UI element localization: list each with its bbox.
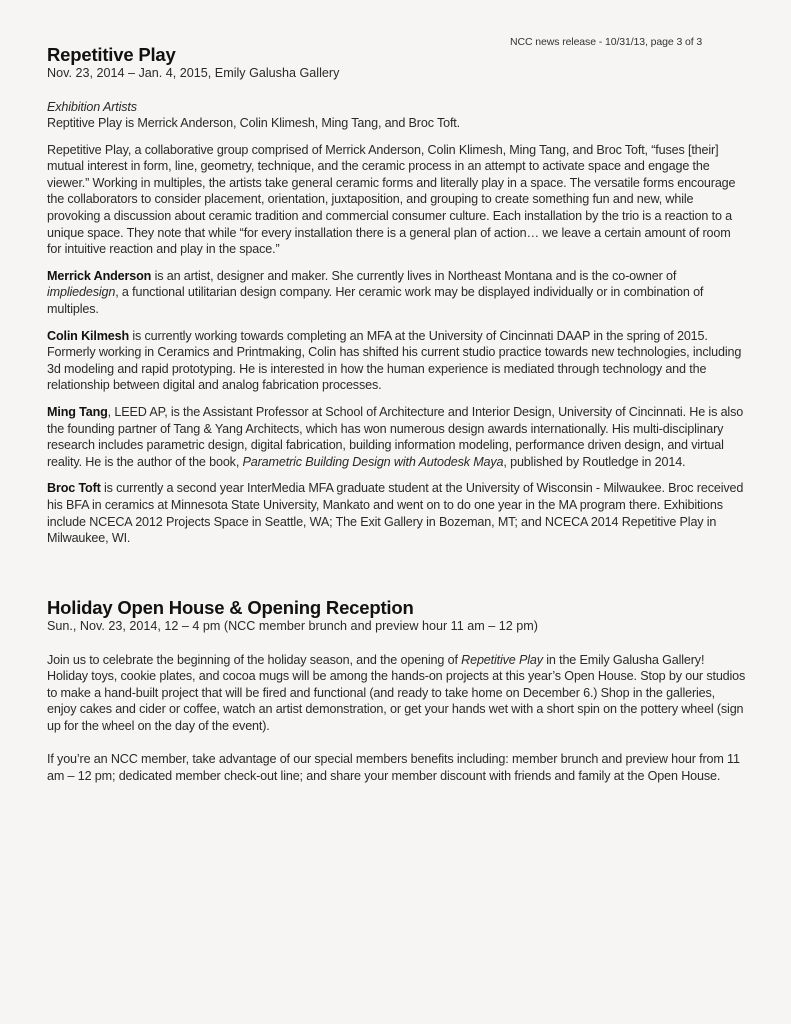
open-house-section bbox=[47, 598, 747, 785]
description-text: Join us to celebrate the beginning of the holiday season, and the opening of bbox=[47, 652, 462, 667]
bio-name: Broc Toft bbox=[47, 481, 101, 496]
artists-label: Exhibition Artists bbox=[47, 99, 137, 114]
artists-line: Reptitive Play is Merrick Anderson, Colin Klimesh, Ming Tang, and Broc Toft. bbox=[47, 116, 461, 131]
bio-name: Ming Tang bbox=[47, 405, 108, 419]
page-header-note: NCC news release - 10/31/13, page 3 of 3 bbox=[510, 36, 703, 48]
bio-broc-toft bbox=[47, 480, 747, 546]
exhibition-title: Repetitive Play bbox=[47, 44, 176, 65]
book-title: Parametric Building Design with Autodesk Maya bbox=[242, 454, 504, 469]
bio-colin-kilmesh bbox=[47, 328, 747, 394]
open-house-title: Holiday Open House & Opening Reception bbox=[47, 597, 414, 618]
bio-text: is currently working towards completing an MFA at the University of Cincinnati DAAP in the spring of 2015. Formerly working in Ceramics and Printmaking, Colin has shifted his current studio practice towards new technologies, including 3d modeling and rapid prototyping. He is interested in how the human experience is mediated through technology and the relationship between digital and analog fabrication processes. bbox=[47, 328, 742, 393]
bio-text: , LEED AP, is the Assistant Professor at School of Architecture and Interior Design, University of Cincinnati. He is also the founding partner of Tang & Yang Architects, which has won numerous design awards internationally. His multi-disciplinary research includes parametric design, digital fabrication, building information modeling, performance driven design, and virtual reality. He is the author of the book, bbox=[47, 405, 744, 469]
bio-merrick-anderson bbox=[47, 268, 747, 318]
bio-text: , a functional utilitarian design company. Her ceramic work may be displayed individually or in combination of multiples. bbox=[47, 285, 704, 317]
bio-ming-tang bbox=[47, 404, 747, 470]
company-name: impliedesign bbox=[47, 285, 116, 300]
bio-name: Merrick Anderson bbox=[47, 268, 152, 283]
open-house-description bbox=[47, 652, 747, 735]
exhibition-section bbox=[47, 45, 747, 547]
member-benefits: If you’re an NCC member, take advantage of our special members benefits including: member brunch and preview hour from 11 am – 12 pm; dedicated member check-out line; and share your member discount with friends and family at the Open House. bbox=[47, 752, 740, 784]
exhibition-title-ref: Repetitive Play bbox=[461, 652, 543, 667]
open-house-datetime: Sun., Nov. 23, 2014, 12 – 4 pm (NCC member brunch and preview hour 11 am – 12 pm) bbox=[47, 619, 538, 633]
bio-text: is an artist, designer and maker. She currently lives in Northeast Montana and is the co-owner of bbox=[151, 268, 677, 283]
exhibition-dates-location: Nov. 23, 2014 – Jan. 4, 2015, Emily Galusha Gallery bbox=[47, 66, 340, 80]
exhibition-description: Repetitive Play, a collaborative group comprised of Merrick Anderson, Colin Klimesh, Ming Tang, and Broc Toft, “fuses [their] mutual interest in form, line, geometry, technique, and the ceramic process in an attempt to activate space and engage the viewer.” Working in multiples, the artists take general ceramic forms and literally play in a space. The versatile forms encourage the collaborators to consider placement, orientation, juxtaposition, and grouping to create something fun and new, while provoking a discussion about ceramic tradition and commercial consumer culture. Each installation by the trio is a reaction to a unique space. They note that while “for every installation there is a general plan of action… we leave a certain amount of room for intuitive reaction and play in the space.” bbox=[47, 142, 736, 257]
bio-text: , published by Routledge in 2014. bbox=[503, 454, 686, 469]
description-text: in the Emily Galusha Gallery! Holiday toys, cookie plates, and cocoa mugs will be among the hands-on projects at this year’s Open House. Stop by our studios to make a hand-built project that will be fired and functional (and ready to take home on December 6.) Shop in the galleries, enjoy cakes and cider or coffee, watch an artist demonstration, or get your hands wet with a short spin on the pottery wheel (sign up for the wheel on the day of the event). bbox=[47, 652, 746, 733]
bio-name: Colin Kilmesh bbox=[47, 328, 130, 343]
bio-text: is currently a second year InterMedia MFA graduate student at the University of Wisconsin - Milwaukee. Broc received his BFA in ceramics at Minnesota State University, Mankato and went on to do one year in the MA program there. Exhibitions include NCECA 2012 Projects Space in Seattle, WA; The Exit Gallery in Bozeman, MT; and NCECA 2014 Repetitive Play in Milwaukee, WI. bbox=[47, 481, 744, 546]
